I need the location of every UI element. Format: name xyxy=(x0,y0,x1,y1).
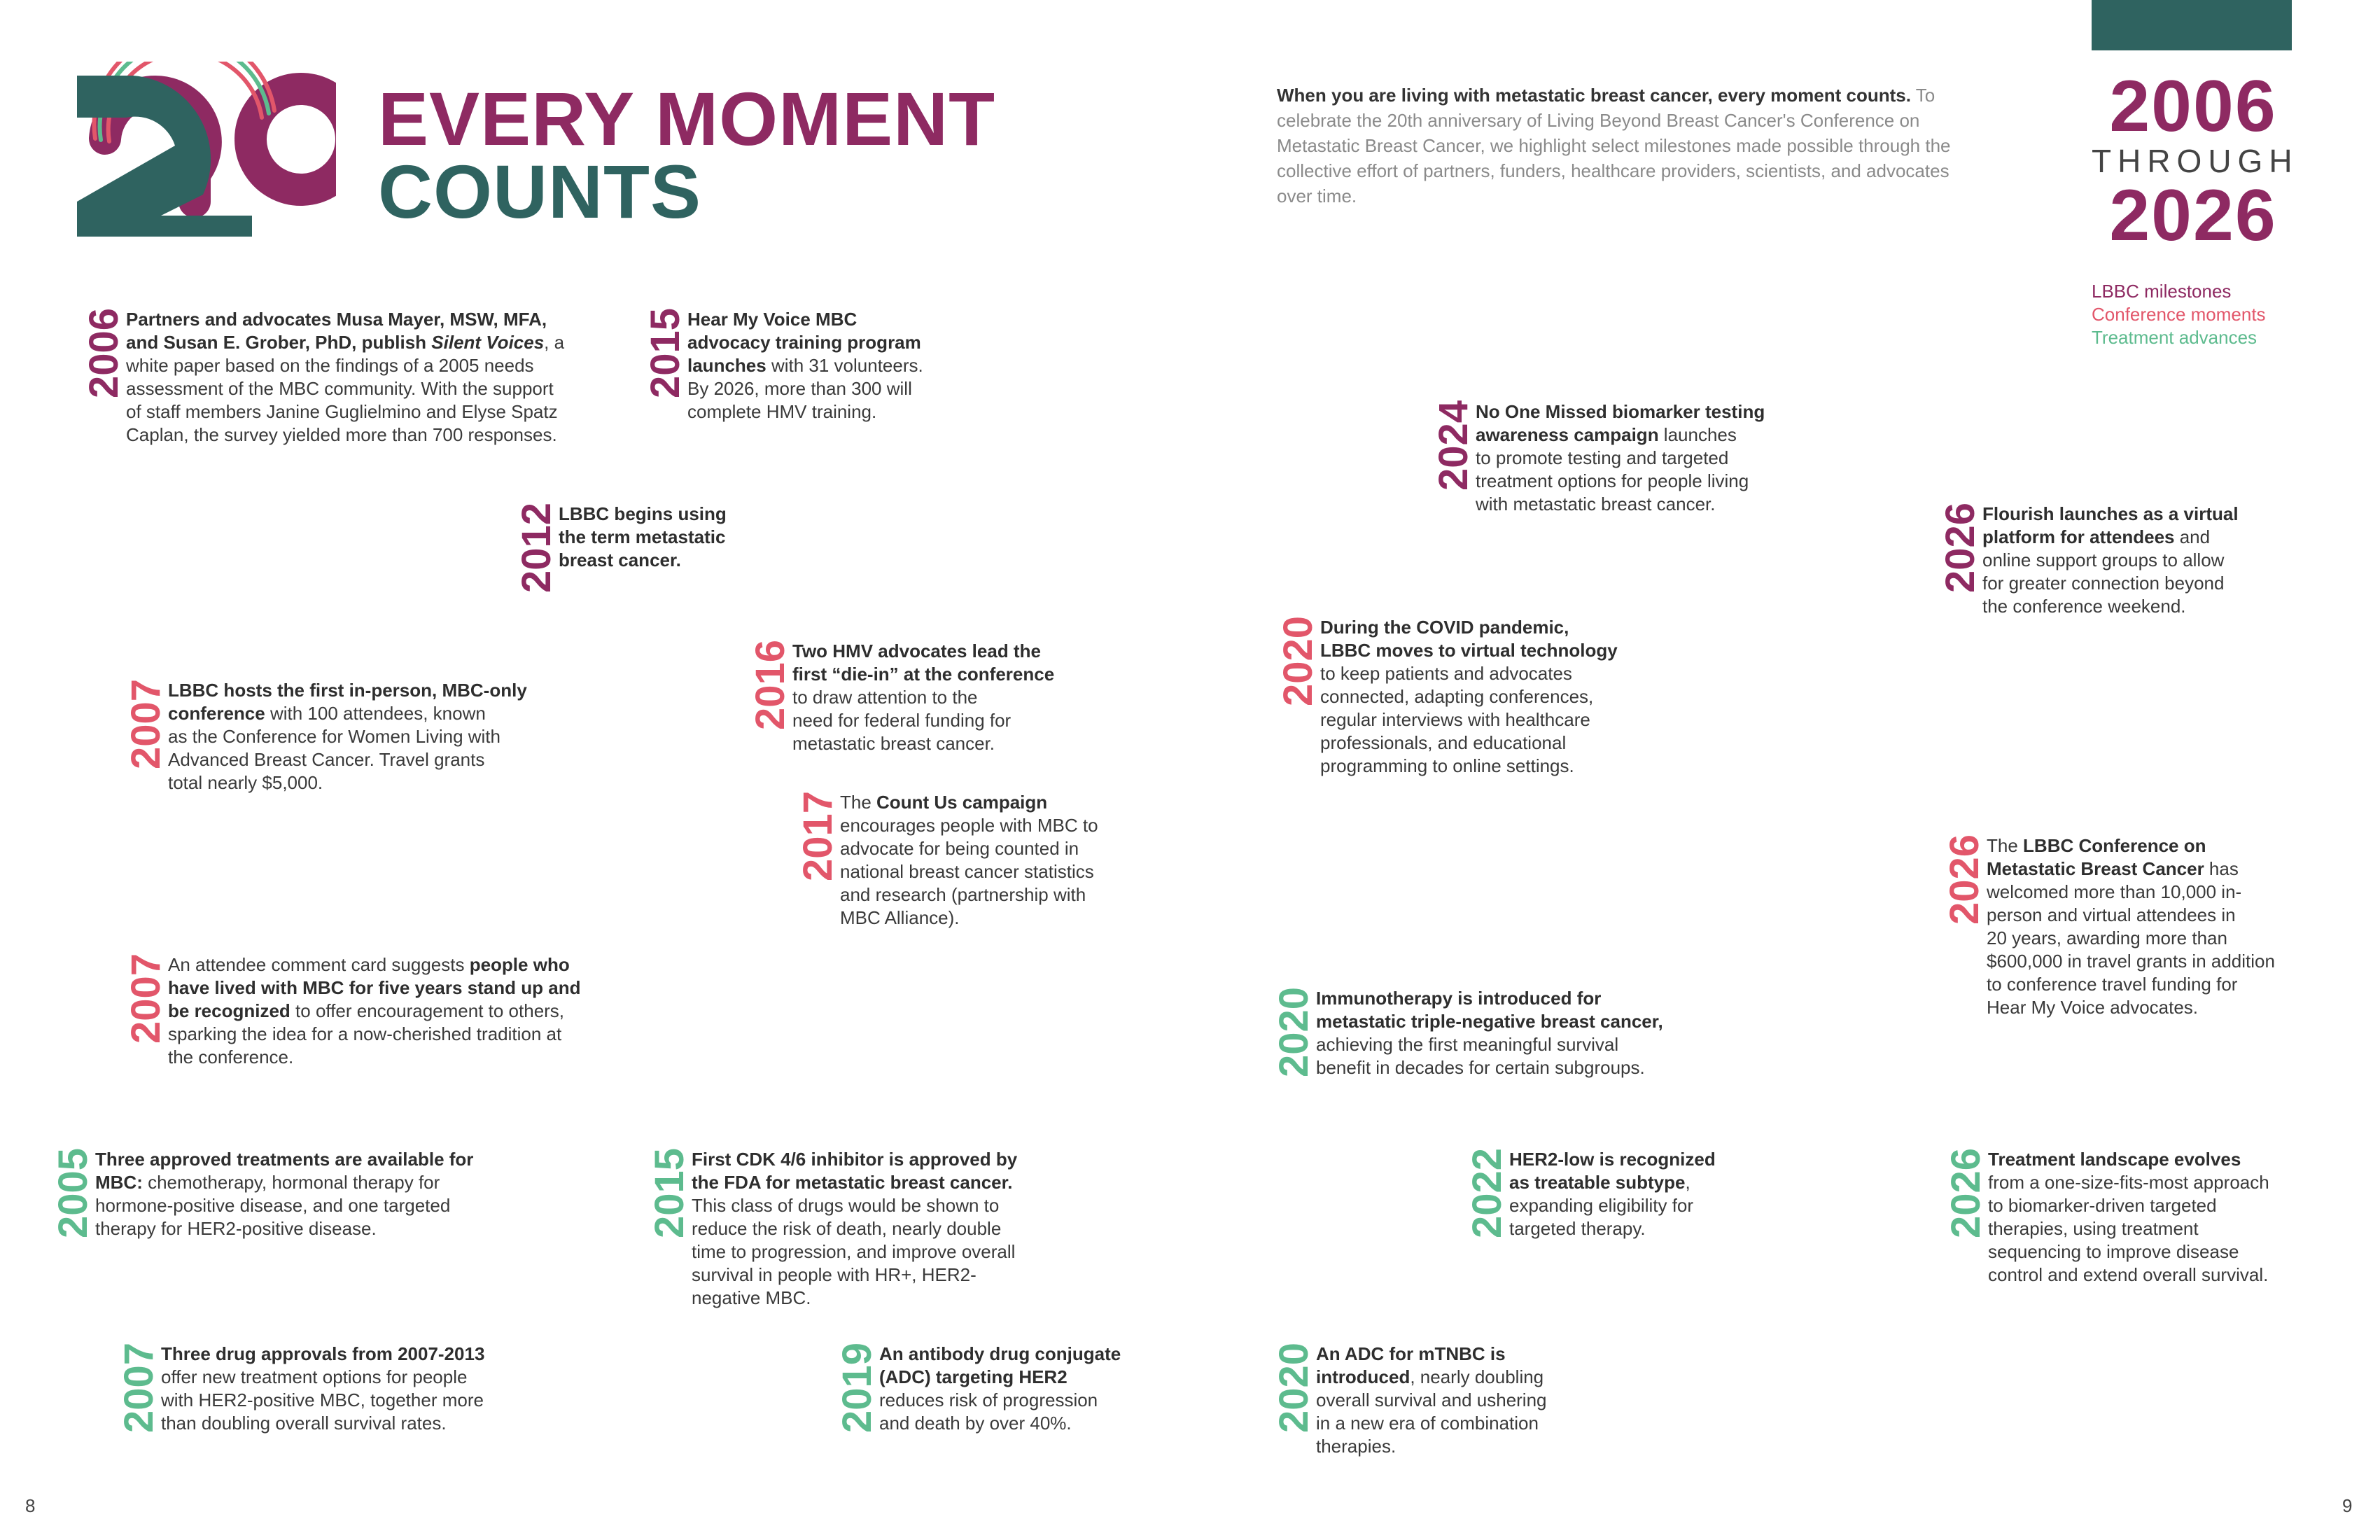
entry-text: LBBC begins using the term metastatic breast cancer. xyxy=(559,503,727,570)
entry-text: Flourish launches as a virtual platform for attendees and online support groups to allow for greater connection beyond the conference weekend. xyxy=(1982,503,2239,617)
entry-year: 2020 xyxy=(1271,987,1317,1078)
entry-text: The LBBC Conference on Metastatic Breast Cancer has welcomed more than 10,000 in- person and virtual attendees in 20 years, awarding more than $600,000 in travel grants in addition to conference travel funding for Hear My Voice advocates. xyxy=(1987,835,2275,1018)
entry-text: First CDK 4/6 inhibitor is approved by the FDA for metastatic breast cancer. This class of drugs would be shown to reduce the risk of death, nearly double time to progression, and improve overall survival in people with HR+, HER2- negative MBC. xyxy=(692,1149,1018,1308)
entry-year: 2012 xyxy=(514,503,559,594)
timeline-entry-treatment xyxy=(647,1148,1018,1310)
page-number-right: 9 xyxy=(2342,1495,2353,1516)
entry-year: 2022 xyxy=(1464,1148,1510,1239)
entry-text: Three drug approvals from 2007-2013 offer new treatment options for people with HER2-positive MBC, together more than doubling overall survival rates. xyxy=(161,1343,485,1434)
twenty-logo-icon xyxy=(70,62,336,251)
entry-year: 2015 xyxy=(647,1148,692,1239)
entry-year: 2017 xyxy=(795,791,841,882)
timeline-entry-conference xyxy=(123,953,581,1069)
timeline-entry-milestone xyxy=(514,503,727,594)
timeline-entry-conference xyxy=(750,640,1054,755)
entry-text: Hear My Voice MBC advocacy training program launches with 31 volunteers. By 2026, more than 300 will complete HMV training. xyxy=(687,309,923,422)
entry-text: Treatment landscape evolves from a one-size-fits-most approach to biomarker-driven targeted therapies, using treatment sequencing to improve disease control and extend overall survival. xyxy=(1988,1149,2269,1285)
timeline-entry-treatment xyxy=(834,1343,1121,1435)
entry-text: Three approved treatments are available for MBC: chemotherapy, hormonal therapy for hormone-positive disease, and one targeted therapy for HER2-positive disease. xyxy=(95,1149,474,1239)
header-accent-bar xyxy=(2092,0,2292,50)
entry-year: 2024 xyxy=(1431,400,1476,491)
entry-text: The Count Us campaign encourages people with MBC to advocate for being counted in national breast cancer statistics and research (partnership with MBC Alliance). xyxy=(840,792,1098,928)
timeline-entry-conference xyxy=(1942,834,2275,1019)
timeline-entry-milestone xyxy=(81,308,565,447)
legend-conference: Conference moments xyxy=(2092,304,2266,325)
entry-text: LBBC hosts the first in-person, MBC-only conference with 100 attendees, known as the Conference for Women Living with Advanced Breast Cancer. Travel grants total nearly $5,000. xyxy=(168,680,527,793)
entry-year: 2026 xyxy=(1943,1148,1989,1239)
entry-text: No One Missed biomarker testing awareness campaign launches to promote testing and targeted treatment options for people living with metastatic breast cancer. xyxy=(1476,401,1765,514)
timeline-entry-treatment xyxy=(1271,987,1663,1079)
range-start: 2006 xyxy=(2109,66,2277,147)
entry-year: 2020 xyxy=(1275,616,1321,707)
timeline-entry-treatment xyxy=(1464,1148,1716,1240)
entry-year: 2026 xyxy=(1938,503,1983,594)
entry-year: 2007 xyxy=(123,953,169,1044)
timeline-entry-treatment xyxy=(1271,1343,1547,1458)
legend-milestones: LBBC milestones xyxy=(2092,281,2232,302)
entry-year: 2020 xyxy=(1271,1343,1317,1434)
entry-year: 2005 xyxy=(50,1148,96,1239)
legend-treatment: Treatment advances xyxy=(2092,327,2258,348)
entry-year: 2006 xyxy=(81,308,127,399)
entry-text: HER2-low is recognized as treatable subtype, expanding eligibility for targeted therapy. xyxy=(1509,1149,1716,1239)
date-range xyxy=(2092,66,2299,256)
entry-text: An antibody drug conjugate (ADC) targeting HER2 reduces risk of progression and death by over 40%. xyxy=(879,1343,1121,1434)
entry-year: 2015 xyxy=(643,308,688,399)
timeline-entry-treatment xyxy=(1943,1148,2269,1287)
timeline-entry-milestone xyxy=(645,308,923,424)
entry-text: An ADC for mTNBC is introduced, nearly doubling overall survival and ushering in a new era of combination therapies. xyxy=(1316,1343,1547,1457)
timeline-entry-conference xyxy=(123,679,527,794)
title-line-2: COUNTS xyxy=(378,149,701,234)
entry-text: Immunotherapy is introduced for metastatic triple-negative breast cancer, achieving the first meaningful survival benefit in decades for certain subgroups. xyxy=(1316,988,1663,1078)
entry-text: Two HMV advocates lead the first “die-in” at the conference to draw attention to the need for federal funding for metastatic breast cancer. xyxy=(792,640,1055,754)
entry-text: An attendee comment card suggests people who have lived with MBC for five years stand up and be recognized to offer encouragement to others, sparking the idea for a now-cherished tradition at the conference. xyxy=(168,954,581,1068)
entry-text: During the COVID pandemic, LBBC moves to virtual technology to keep patients and advocates connected, adapting conferences, regular interviews with healthcare professionals, and educational programming to online settings. xyxy=(1320,617,1618,776)
intro-paragraph xyxy=(1277,83,1970,209)
page-number-left: 8 xyxy=(25,1495,36,1516)
entry-year: 2007 xyxy=(116,1343,162,1434)
intro-bold: When you are living with metastatic breast cancer, every moment counts. xyxy=(1277,85,1911,106)
timeline-entry-milestone xyxy=(1940,503,2239,618)
timeline-entry-milestone xyxy=(1431,400,1765,516)
legend xyxy=(2092,280,2266,349)
intro-rest: To celebrate the 20th anniversary of Living Beyond Breast Cancer's Conference on Metastatic Breast Cancer, we highlight select milestones made possible through the collective effort of partners, funders, healthcare providers, scientists, and advocates over time. xyxy=(1277,85,1951,206)
timeline-entry-conference xyxy=(795,791,1098,930)
timeline-entry-treatment xyxy=(50,1148,474,1240)
timeline-entry-conference xyxy=(1275,616,1618,778)
timeline-entry-treatment xyxy=(116,1343,485,1435)
entry-year: 2016 xyxy=(748,640,793,731)
entry-year: 2019 xyxy=(834,1343,880,1434)
page-title xyxy=(378,76,996,234)
entry-year: 2026 xyxy=(1942,834,1987,925)
range-through: THROUGH xyxy=(2092,143,2299,179)
title-line-1: EVERY MOMENT xyxy=(378,76,996,161)
entry-year: 2007 xyxy=(123,679,169,770)
range-end: 2026 xyxy=(2109,175,2277,256)
entry-text: Partners and advocates Musa Mayer, MSW, MFA, and Susan E. Grober, PhD, publish Silent Voices, a white paper based on the findings of a 2005 needs assessment of the MBC community. With the support of staff members Janine Guglielmino and Elyse Spatz Caplan, the survey yielded more than 700 responses. xyxy=(126,309,565,445)
